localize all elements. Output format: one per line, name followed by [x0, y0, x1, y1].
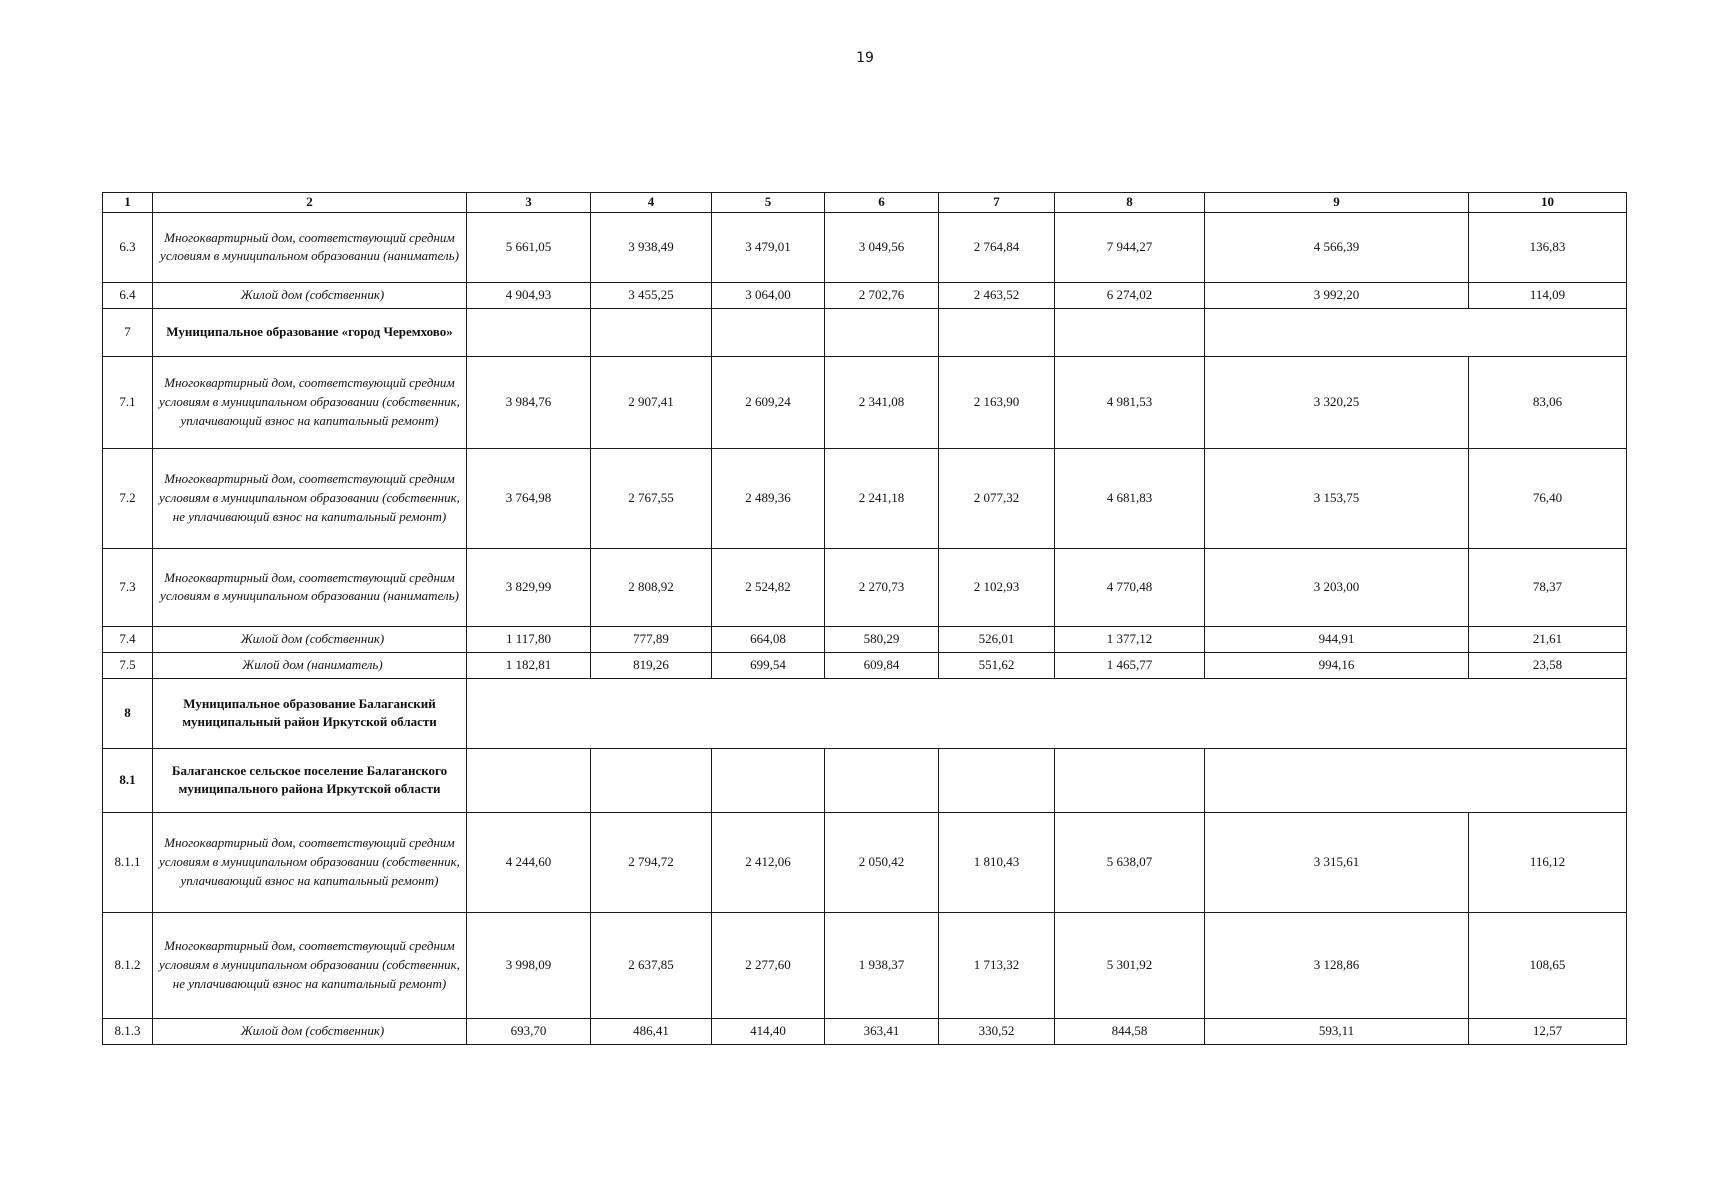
value-cell: 2 412,06	[712, 812, 825, 912]
value-cell: 819,26	[591, 652, 712, 678]
value-cell: 551,62	[939, 652, 1055, 678]
value-cell: 4 566,39	[1205, 212, 1469, 282]
table-row	[103, 548, 1627, 626]
row-number: 8.1.2	[103, 912, 153, 1018]
value-cell: 2 524,82	[712, 548, 825, 626]
value-cell: 2 341,08	[825, 356, 939, 448]
section-row	[103, 748, 1627, 812]
value-cell: 2 241,18	[825, 448, 939, 548]
value-cell: 3 479,01	[712, 212, 825, 282]
value-cell: 2 163,90	[939, 356, 1055, 448]
value-cell: 580,29	[825, 626, 939, 652]
tariff-table	[102, 192, 1627, 1045]
table-row	[103, 626, 1627, 652]
empty-cell	[467, 678, 1627, 748]
value-cell: 23,58	[1469, 652, 1627, 678]
value-cell: 4 244,60	[467, 812, 591, 912]
section-row	[103, 678, 1627, 748]
value-cell: 1 117,80	[467, 626, 591, 652]
value-cell: 844,58	[1055, 1018, 1205, 1044]
row-number: 7.5	[103, 652, 153, 678]
row-description: Многоквартирный дом, соответствующий средним условиям в муниципальном образовании (собственник, уплачивающий взнос на капитальный ремонт)	[153, 356, 467, 448]
header-row	[103, 193, 1627, 213]
table-row	[103, 282, 1627, 308]
empty-cell	[467, 308, 591, 356]
value-cell: 3 315,61	[1205, 812, 1469, 912]
page-number: 19	[856, 50, 874, 66]
value-cell: 944,91	[1205, 626, 1469, 652]
value-cell: 699,54	[712, 652, 825, 678]
row-description: Жилой дом (наниматель)	[153, 652, 467, 678]
value-cell: 3 320,25	[1205, 356, 1469, 448]
value-cell: 4 681,83	[1055, 448, 1205, 548]
row-number: 7	[103, 308, 153, 356]
row-number: 7.2	[103, 448, 153, 548]
empty-cell	[712, 748, 825, 812]
value-cell: 2 102,93	[939, 548, 1055, 626]
value-cell: 114,09	[1469, 282, 1627, 308]
value-cell: 693,70	[467, 1018, 591, 1044]
value-cell: 5 301,92	[1055, 912, 1205, 1018]
column-header: 10	[1469, 193, 1627, 213]
value-cell: 1 465,77	[1055, 652, 1205, 678]
empty-cell	[1055, 308, 1205, 356]
value-cell: 1 713,32	[939, 912, 1055, 1018]
value-cell: 4 904,93	[467, 282, 591, 308]
row-number: 8.1	[103, 748, 153, 812]
table-row	[103, 356, 1627, 448]
value-cell: 5 638,07	[1055, 812, 1205, 912]
value-cell: 593,11	[1205, 1018, 1469, 1044]
value-cell: 3 984,76	[467, 356, 591, 448]
empty-cell	[467, 748, 591, 812]
row-number: 6.3	[103, 212, 153, 282]
value-cell: 2 702,76	[825, 282, 939, 308]
empty-cell	[1205, 748, 1627, 812]
row-description: Многоквартирный дом, соответствующий средним условиям в муниципальном образовании (собственник, не уплачивающий взнос на капитальный ремонт)	[153, 912, 467, 1018]
row-number: 6.4	[103, 282, 153, 308]
value-cell: 3 153,75	[1205, 448, 1469, 548]
row-number: 8	[103, 678, 153, 748]
value-cell: 2 609,24	[712, 356, 825, 448]
column-header: 5	[712, 193, 825, 213]
value-cell: 3 764,98	[467, 448, 591, 548]
value-cell: 2 277,60	[712, 912, 825, 1018]
value-cell: 2 463,52	[939, 282, 1055, 308]
value-cell: 108,65	[1469, 912, 1627, 1018]
row-description: Жилой дом (собственник)	[153, 282, 467, 308]
row-number: 8.1.1	[103, 812, 153, 912]
row-description: Многоквартирный дом, соответствующий средним условиям в муниципальном образовании (собственник, не уплачивающий взнос на капитальный ремонт)	[153, 448, 467, 548]
section-title: Муниципальное образование Балаганский муниципальный район Иркутской области	[153, 678, 467, 748]
value-cell: 664,08	[712, 626, 825, 652]
empty-cell	[591, 748, 712, 812]
value-cell: 2 808,92	[591, 548, 712, 626]
value-cell: 4 981,53	[1055, 356, 1205, 448]
value-cell: 83,06	[1469, 356, 1627, 448]
row-number: 8.1.3	[103, 1018, 153, 1044]
value-cell: 3 992,20	[1205, 282, 1469, 308]
empty-cell	[939, 308, 1055, 356]
value-cell: 486,41	[591, 1018, 712, 1044]
value-cell: 2 637,85	[591, 912, 712, 1018]
column-header: 9	[1205, 193, 1469, 213]
empty-cell	[939, 748, 1055, 812]
value-cell: 116,12	[1469, 812, 1627, 912]
column-header: 7	[939, 193, 1055, 213]
empty-cell	[825, 308, 939, 356]
value-cell: 414,40	[712, 1018, 825, 1044]
value-cell: 76,40	[1469, 448, 1627, 548]
value-cell: 5 661,05	[467, 212, 591, 282]
value-cell: 4 770,48	[1055, 548, 1205, 626]
section-row	[103, 308, 1627, 356]
empty-cell	[712, 308, 825, 356]
empty-cell	[591, 308, 712, 356]
value-cell: 136,83	[1469, 212, 1627, 282]
row-description: Многоквартирный дом, соответствующий средним условиям в муниципальном образовании (наниматель)	[153, 548, 467, 626]
column-header: 4	[591, 193, 712, 213]
section-title: Балаганское сельское поселение Балаганского муниципального района Иркутской области	[153, 748, 467, 812]
row-description: Многоквартирный дом, соответствующий средним условиям в муниципальном образовании (собственник, уплачивающий взнос на капитальный ремонт)	[153, 812, 467, 912]
column-header: 6	[825, 193, 939, 213]
value-cell: 1 377,12	[1055, 626, 1205, 652]
column-header: 8	[1055, 193, 1205, 213]
value-cell: 2 767,55	[591, 448, 712, 548]
value-cell: 1 182,81	[467, 652, 591, 678]
column-header: 1	[103, 193, 153, 213]
value-cell: 3 998,09	[467, 912, 591, 1018]
value-cell: 2 794,72	[591, 812, 712, 912]
empty-cell	[1205, 308, 1627, 356]
value-cell: 3 455,25	[591, 282, 712, 308]
row-number: 7.3	[103, 548, 153, 626]
table-row	[103, 212, 1627, 282]
value-cell: 2 077,32	[939, 448, 1055, 548]
row-number: 7.1	[103, 356, 153, 448]
value-cell: 7 944,27	[1055, 212, 1205, 282]
column-header: 2	[153, 193, 467, 213]
row-description: Многоквартирный дом, соответствующий средним условиям в муниципальном образовании (наниматель)	[153, 212, 467, 282]
value-cell: 12,57	[1469, 1018, 1627, 1044]
value-cell: 2 270,73	[825, 548, 939, 626]
value-cell: 2 907,41	[591, 356, 712, 448]
table-row	[103, 448, 1627, 548]
value-cell: 6 274,02	[1055, 282, 1205, 308]
row-description: Жилой дом (собственник)	[153, 626, 467, 652]
value-cell: 3 829,99	[467, 548, 591, 626]
column-header: 3	[467, 193, 591, 213]
value-cell: 330,52	[939, 1018, 1055, 1044]
value-cell: 526,01	[939, 626, 1055, 652]
value-cell: 2 050,42	[825, 812, 939, 912]
value-cell: 2 489,36	[712, 448, 825, 548]
value-cell: 1 810,43	[939, 812, 1055, 912]
row-number: 7.4	[103, 626, 153, 652]
table-row	[103, 1018, 1627, 1044]
value-cell: 994,16	[1205, 652, 1469, 678]
value-cell: 3 064,00	[712, 282, 825, 308]
table-row	[103, 812, 1627, 912]
empty-cell	[1055, 748, 1205, 812]
value-cell: 777,89	[591, 626, 712, 652]
table-row	[103, 652, 1627, 678]
value-cell: 78,37	[1469, 548, 1627, 626]
value-cell: 3 128,86	[1205, 912, 1469, 1018]
value-cell: 2 764,84	[939, 212, 1055, 282]
value-cell: 21,61	[1469, 626, 1627, 652]
row-description: Жилой дом (собственник)	[153, 1018, 467, 1044]
empty-cell	[825, 748, 939, 812]
value-cell: 1 938,37	[825, 912, 939, 1018]
table-row	[103, 912, 1627, 1018]
section-title: Муниципальное образование «город Черемхово»	[153, 308, 467, 356]
value-cell: 3 203,00	[1205, 548, 1469, 626]
value-cell: 3 049,56	[825, 212, 939, 282]
value-cell: 3 938,49	[591, 212, 712, 282]
value-cell: 363,41	[825, 1018, 939, 1044]
value-cell: 609,84	[825, 652, 939, 678]
